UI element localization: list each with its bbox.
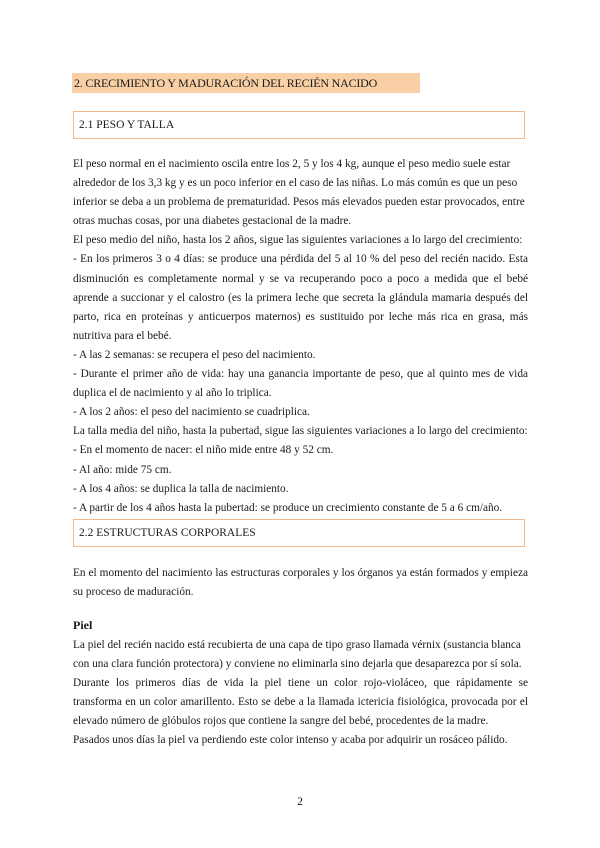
estructuras-intro: [73, 564, 528, 602]
paragraph-line: El peso medio del niño, hasta los 2 años, sigue las siguientes variaciones a lo largo del crecimiento:: [73, 234, 523, 247]
paragraph-line: alrededor de los 3,3 kg y es un poco inferior en el caso de las niñas. Lo más común es que un peso: [73, 177, 518, 190]
page-number: 2: [297, 796, 303, 808]
paragraph-line: inferior se deba a un problema de prematuridad. Pesos más elevados pueden estar provocados, entre: [73, 196, 525, 209]
paragraph-line: con una clara función protectora) y conviene no eliminarla sino dejarla que desaparezca por sí sola.: [73, 658, 522, 671]
section-heading-peso-talla: 2.1 PESO Y TALLA: [73, 111, 525, 139]
list-item-line: - Al año: mide 75 cm.: [73, 463, 172, 476]
paragraph-line: elevado número de glóbulos rojos que contiene la sangre del bebé, procedentes de la madre.: [73, 715, 489, 728]
list-item-line: - A los 2 años: el peso del nacimiento se cuadriplica.: [73, 406, 310, 419]
paragraph-line: El peso normal en el nacimiento oscila entre los 2, 5 y los 4 kg, aunque el peso medio suele estar: [73, 158, 511, 170]
paragraph-line: La talla media del niño, hasta la pubertad, sigue las siguientes variaciones a lo largo del crecimiento:: [73, 425, 528, 438]
paragraph-line: La piel del recién nacido está recubierta de una capa de tipo graso llamada vérnix (sustancia blanca: [73, 639, 521, 651]
list-item-line: nutritiva para el bebé.: [73, 329, 172, 342]
paragraph-line: En el momento del nacimiento las estructuras corporales y los órganos ya están formados y empieza: [73, 567, 528, 579]
paragraph-line: otras muchas cosas, por una diabetes gestacional de la madre.: [73, 215, 352, 228]
list-item-line: - A partir de los 4 años hasta la pubertad: se produce un crecimiento constante de 5 a 6 cm/año.: [73, 501, 503, 514]
paragraph-line: Durante los primeros días de vida la piel tiene un color rojo-violáceo, que rápidamente se: [73, 677, 528, 690]
list-item-line: duplica el de nacimiento y al año lo triplica.: [73, 387, 272, 400]
list-item-line: - En los primeros 3 o 4 días: se produce una pérdida del 5 al 10 % del peso del recién nacido. Esta: [73, 253, 528, 266]
list-item-line: - A los 4 años: se duplica la talla de nacimiento.: [73, 482, 289, 495]
paragraph-line: Pasados unos días la piel va perdiendo este color intenso y acaba por adquirir un rosáceo pálido.: [73, 734, 508, 747]
list-item-line: - A las 2 semanas: se recupera el peso del nacimiento.: [73, 348, 316, 361]
piel-body: [73, 636, 528, 751]
peso-talla-body: [73, 155, 528, 518]
subheading-piel: Piel: [73, 618, 93, 632]
list-item-line: parto, rica en proteínas y anticuerpos maternos) es sustituido por leche más rica en grasa, más: [73, 310, 528, 323]
list-item-line: aprende a succionar y el calostro (es la primera leche que secreta la glándula mamaria después del: [73, 291, 528, 304]
list-item-line: - Durante el primer año de vida: hay una ganancia importante de peso, que al quinto mes de vida: [73, 368, 528, 381]
chapter-title: 2. CRECIMIENTO Y MADURACIÓN DEL RECIÉN NACIDO: [72, 73, 420, 93]
paragraph-line: su proceso de maduración.: [73, 586, 194, 599]
list-item-line: - En el momento de nacer: el niño mide entre 48 y 52 cm.: [73, 444, 334, 457]
section-heading-estructuras: 2.2 ESTRUCTURAS CORPORALES: [73, 519, 525, 547]
list-item-line: disminución es completamente normal y se va recuperando poco a poco a medida que el bebé: [73, 272, 528, 285]
paragraph-line: transforma en un color amarillento. Esto se debe a la llamada ictericia fisiológica, provocada por el: [73, 696, 528, 709]
